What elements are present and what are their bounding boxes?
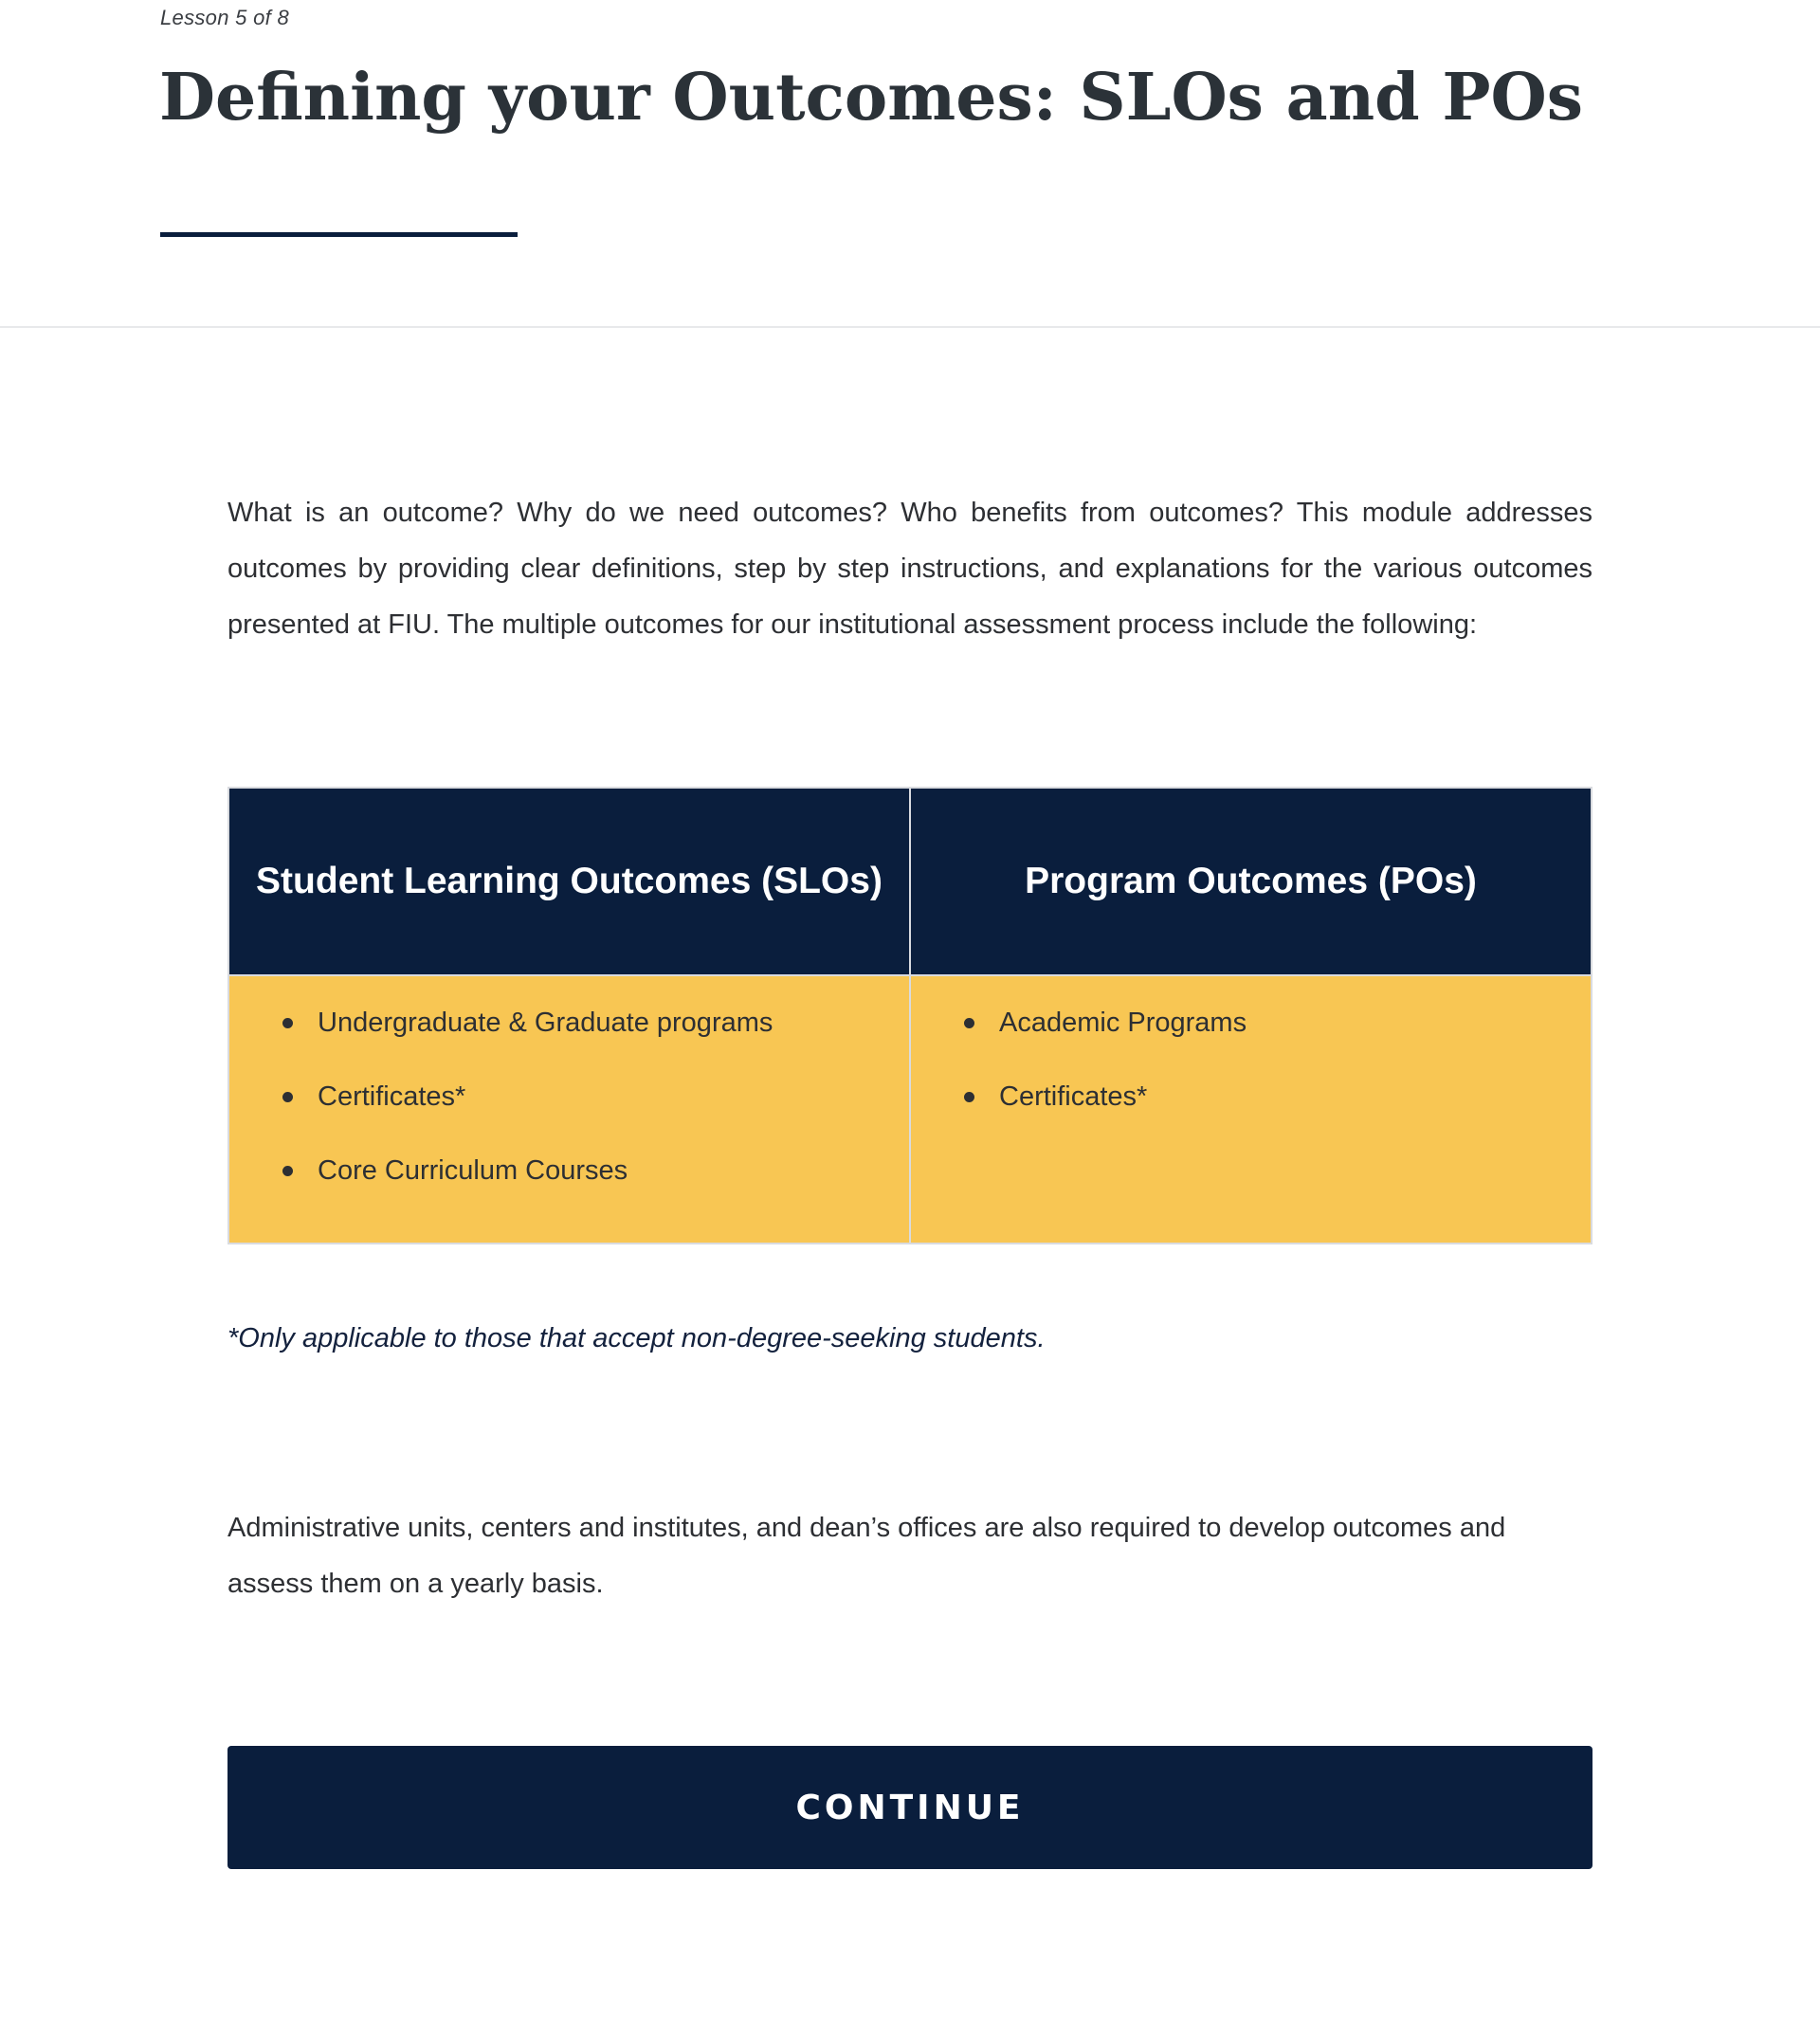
outcomes-table bbox=[228, 787, 1592, 1244]
po-cell bbox=[910, 975, 1592, 1244]
title-divider bbox=[160, 232, 518, 237]
footnote: *Only applicable to those that accept non-degree-seeking students. bbox=[228, 1323, 1046, 1353]
list-item: Academic Programs bbox=[999, 1005, 1591, 1041]
list-item: Certificates* bbox=[318, 1079, 909, 1115]
admin-units-paragraph: Administrative units, centers and institutes, and dean’s offices are also required to develop outcomes and assess them on a yearly basis. bbox=[228, 1513, 1506, 1599]
slo-header: Student Learning Outcomes (SLOs) bbox=[228, 788, 910, 975]
table-header-row bbox=[228, 788, 1592, 975]
intro-paragraph: What is an outcome? Why do we need outcomes? Who benefits from outcomes? This module addresses outcomes by providing clear definitions, step by step instructions, and explanations for the various outcomes presented at FIU. The multiple outcomes for our institutional assessment process include the following: bbox=[228, 498, 1592, 640]
continue-button[interactable]: CONTINUE bbox=[228, 1746, 1592, 1869]
list-item: Certificates* bbox=[999, 1079, 1591, 1115]
lesson-header bbox=[0, 0, 1820, 328]
slo-list bbox=[229, 976, 909, 1189]
table-row bbox=[228, 975, 1592, 1244]
po-list bbox=[911, 976, 1591, 1115]
list-item: Undergraduate & Graduate programs bbox=[318, 1005, 909, 1041]
list-item: Core Curriculum Courses bbox=[318, 1153, 909, 1189]
lesson-counter: Lesson 5 of 8 bbox=[160, 6, 289, 29]
po-header: Program Outcomes (POs) bbox=[910, 788, 1592, 975]
lesson-title: Defining your Outcomes: SLOs and POs bbox=[159, 60, 1584, 136]
slo-cell bbox=[228, 975, 910, 1244]
